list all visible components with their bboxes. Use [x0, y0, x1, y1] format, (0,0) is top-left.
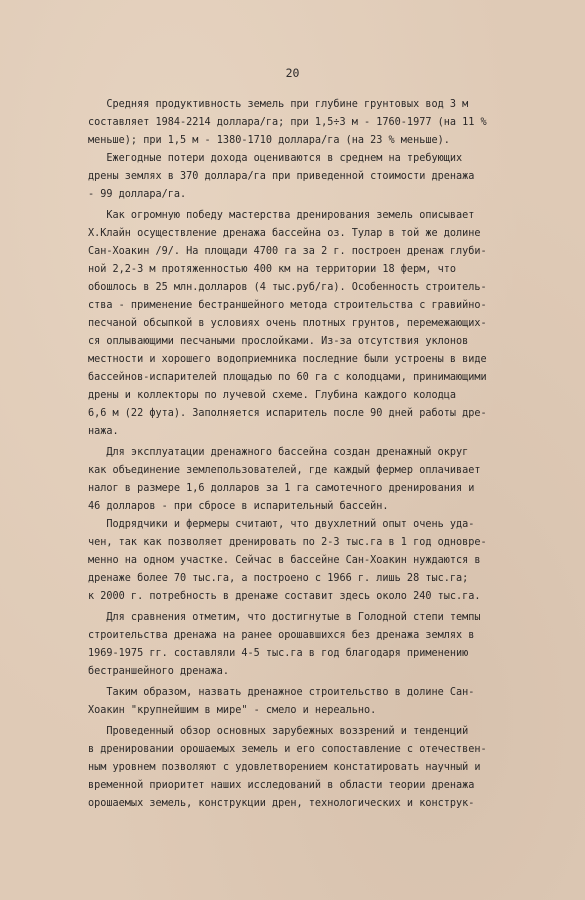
text-line: к 2000 г. потребность в дренаже составит здесь около 240 тыс.га. — [88, 591, 481, 602]
text-line: налог в размере 1,6 долларов за 1 га самотечного дренирования и — [88, 483, 475, 494]
text-line: Для сравнения отметим, что достигнутые в Голодной степи темпы — [88, 612, 481, 623]
text-line: как объединение землепользователей, где каждый фермер оплачивает — [88, 465, 481, 476]
text-line: составляет 1984-2214 доллара/га; при 1,5÷3 м - 1760-1977 (на 11 % — [88, 117, 487, 128]
text-line: Как огромную победу мастерства дренирования земель описывает — [88, 210, 475, 221]
text-line: Проведенный обзор основных зарубежных воззрений и тенденций — [88, 726, 469, 737]
text-line: Таким образом, назвать дренажное строительство в долине Сан- — [88, 687, 475, 698]
text-line: 46 долларов - при сбросе в испарительный бассейн. — [88, 501, 389, 512]
text-line: Х.Клайн осуществление дренажа бассейна оз. Тулар в той же долине — [88, 228, 481, 239]
text-line: Для эксплуатации дренажного бассейна создан дренажный округ — [88, 447, 469, 458]
text-line: ся оплывающими песчаными прослойками. Из-за отсутствия уклонов — [88, 336, 469, 347]
text-line: 6,6 м (22 фута). Заполняется испаритель после 90 дней работы дре- — [88, 408, 487, 419]
text-line: временной приоритет наших исследований в области теории дренажа — [88, 780, 475, 791]
text-line: в дренировании орошаемых земель и его сопоставление с отечествен- — [88, 744, 487, 755]
text-line: дренаже более 70 тыс.га, а построено с 1966 г. лишь 28 тыс.га; — [88, 573, 469, 584]
text-line: ной 2,2-3 м протяженностью 400 км на территории 18 ферм, что — [88, 264, 457, 275]
page-number: 20 — [285, 66, 300, 80]
text-line: бассейнов-испарителей площадью по 60 га с колодцами, принимающими — [88, 372, 487, 383]
text-line: Подрядчики и фермеры считают, что двухлетний опыт очень уда- — [88, 519, 475, 530]
text-line: ным уровнем позволяют с удовлетворением констатировать научный и — [88, 762, 481, 773]
text-line: Сан-Хоакин /9/. На площади 4700 га за 2 г. построен дренаж глуби- — [88, 246, 487, 257]
text-line: бестраншейного дренажа. — [88, 666, 230, 677]
text-line: обошлось в 25 млн.долларов (4 тыс.руб/га). Особенность строитель- — [88, 282, 487, 293]
text-line: Средняя продуктивность земель при глубине грунтовых вод 3 м — [88, 99, 469, 110]
text-line: меньше); при 1,5 м - 1380-1710 доллара/га (на 23 % меньше). — [88, 135, 450, 146]
text-line: строительства дренажа на ранее орошавшихся без дренажа землях в — [88, 630, 475, 641]
text-line: дрены и коллекторы по лучевой схеме. Глубина каждого колодца — [88, 390, 457, 401]
text-line: чен, так как позволяет дренировать по 2-3 тыс.га в 1 год одновре- — [88, 537, 487, 548]
text-line: менно на одном участке. Сейчас в бассейне Сан-Хоакин нуждаются в — [88, 555, 481, 566]
text-line: песчаной обсыпкой в условиях очень плотных грунтов, перемежающих- — [88, 318, 487, 329]
text-line: - 99 доллара/га. — [88, 189, 187, 200]
text-line: дрены землях в 370 доллара/га при приведенной стоимости дренажа — [88, 171, 475, 182]
text-line: 1969-1975 гг. составляли 4-5 тыс.га в год благодаря применению — [88, 648, 469, 659]
text-line: Хоакин "крупнейшим в мире" - смело и нереально. — [88, 705, 377, 716]
text-line: ства - применение бестраншейного метода строительства с гравийно- — [88, 300, 487, 311]
text-line: нажа. — [88, 426, 119, 437]
body-text — [88, 96, 536, 813]
text-line: орошаемых земель, конструкции дрен, технологических и конструк- — [88, 798, 475, 809]
text-line: Ежегодные потери дохода оцениваются в среднем на требующих — [88, 153, 463, 164]
text-line: местности и хорошего водоприемника последние были устроены в виде — [88, 354, 487, 365]
